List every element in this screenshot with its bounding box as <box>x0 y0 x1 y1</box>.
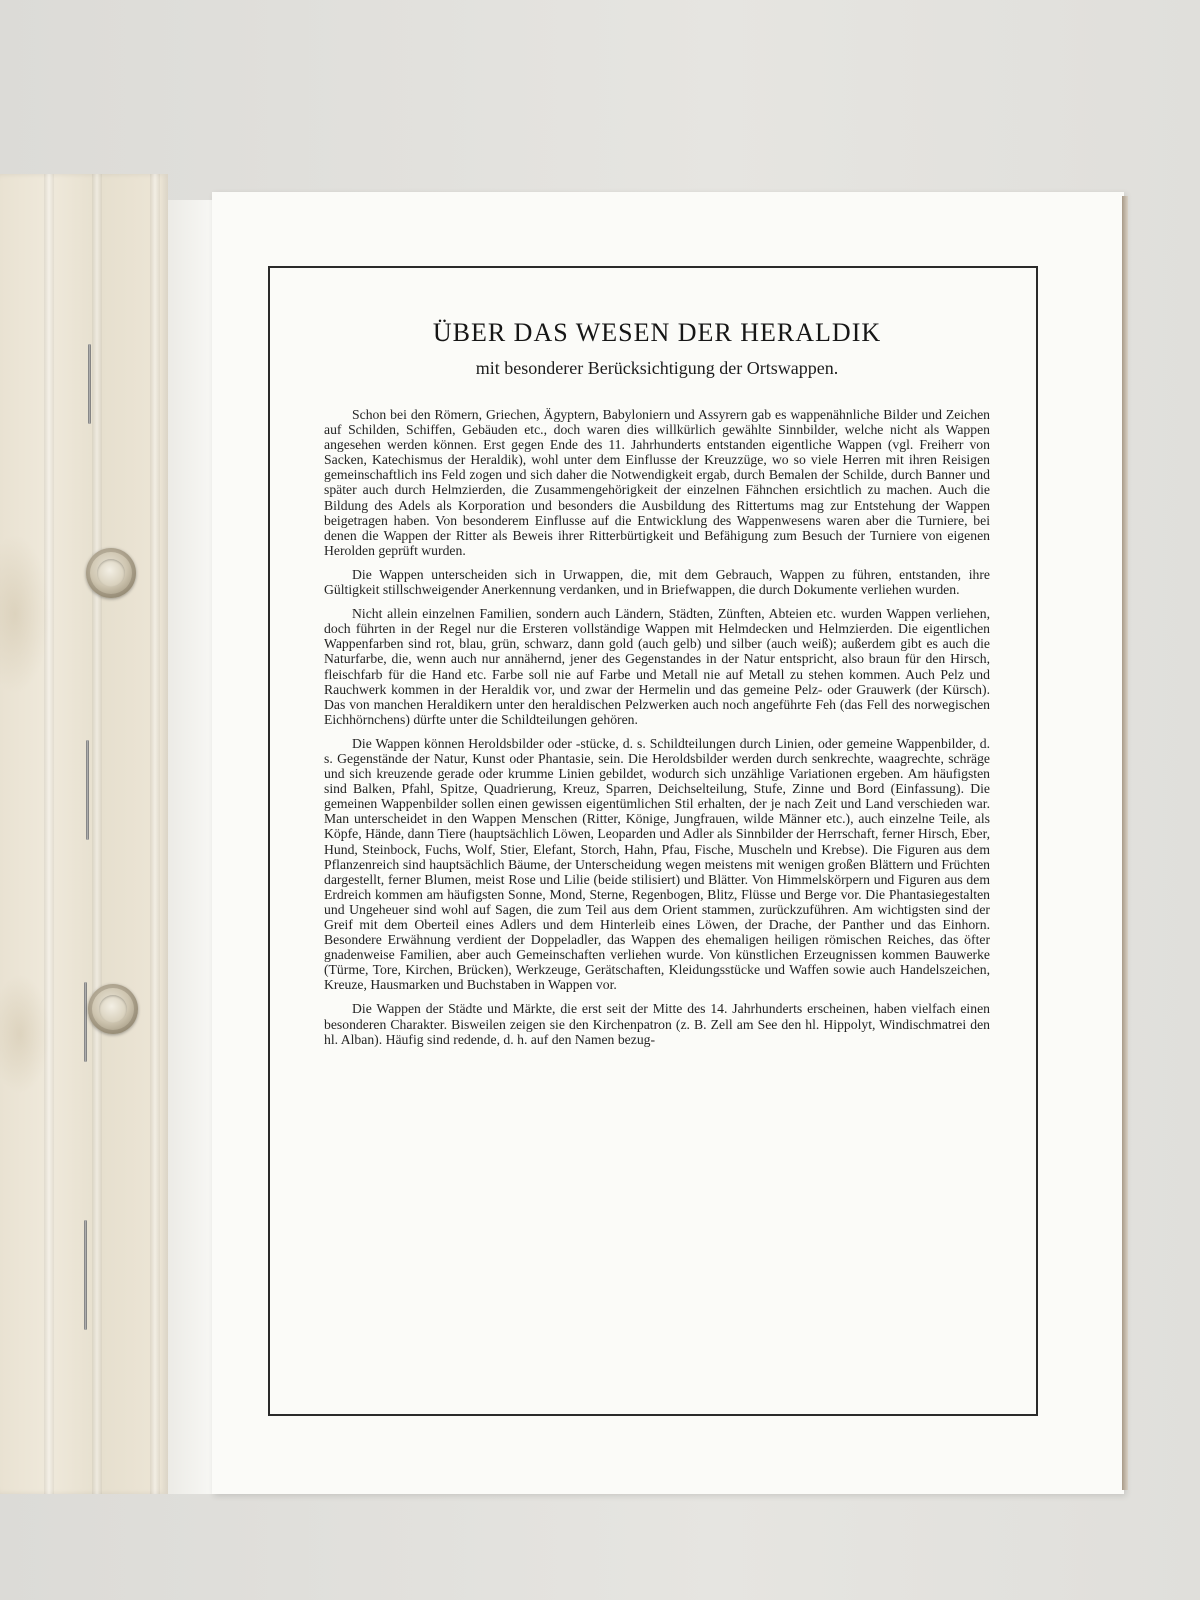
paragraph: Nicht allein einzelnen Familien, sondern auch Ländern, Städten, Zünften, Abteien etc. wurden Wappen verliehen, doch führten in der Regel nur die Ersteren vollständige Wappen mit Helmdecken und Helmzierden. Die eigentlichen Wappenfarben sind rot, blau, grün, schwarz, dann gold (auch gelb) und silber (auch weiß); außerdem gibt es auch die Naturfarbe, die, wenn auch nur annähernd, jener des Gegenstandes in der Natur entspricht, also braun für den Hirsch, fleischfarb für die Hand etc. Farbe soll nie auf Farbe und Metall nie auf Metall zu stehen kommen. Auch Pelz und Rauchwerk kommen in der Heraldik vor, und zwar der Hermelin und das gemeine Pelz- oder Grauwerk (der Kürsch). Das von manchen Heraldikern unter den heraldischen Pelzwerken auch noch angeführte Feh (das Fell des norwegischen Eichhörnchens) dürfte unter die Schildteilungen gehören. <box>324 606 990 727</box>
binding-rivet <box>86 548 136 598</box>
staple <box>84 1220 87 1330</box>
paragraph: Die Wappen unterscheiden sich in Urwappen, die, mit dem Gebrauch, Wappen zu führen, entstanden, ihre Gültigkeit stillschweigender Anerkennung verdanken, und in Briefwappen, die durch Dokumente verliehen wurden. <box>324 566 990 598</box>
document-subtitle: mit besonderer Berücksichtigung der Ortswappen. <box>475 358 839 378</box>
paper-stain <box>0 974 50 1094</box>
page-frame <box>268 266 1038 1416</box>
document-body <box>324 407 990 1047</box>
page-gutter <box>168 200 212 1494</box>
binding-fold <box>150 174 160 1494</box>
staple <box>88 344 91 424</box>
document-title: ÜBER DAS WESEN DER HERALDIK <box>432 318 882 347</box>
paper-stain <box>0 534 50 694</box>
staple <box>84 982 87 1062</box>
binding-fold <box>92 174 102 1494</box>
paragraph: Schon bei den Römern, Griechen, Ägyptern, Babyloniern und Assyrern gab es wappenähnliche Bilder und Zeichen auf Schilden, Schiffen, Gebäuden etc., doch waren dies willkürlich gewählte Sinnbilder, welche nicht als Wappen angesehen werden können. Erst gegen Ende des 11. Jahrhunderts entstanden eigentliche Wappen (vgl. Freiherr von Sacken, Katechismus der Heraldik), wohl unter dem Einflusse der Kreuzzüge, wo so viele Herren mit ihren Reisigen gemeinschaftlich ins Feld zogen und sich daher die Notwendigkeit ergab, durch Bemalen der Schilde, durch Banner und später auch durch Helmzierden, die Zusammengehörigkeit der einzelnen Fähnchen ersichtlich zu machen. Auch die Bildung des Adels als Korporation und besonders die Ausbildung des Rittertums mag zur Entstehung der Wappen beigetragen haben. Von besonderem Einflusse auf die Entwicklung des Wappenwesens waren aber die Turniere, bei denen die Wappen der Ritter als Beweis ihrer Ritterbürtigkeit und Befähigung zum Besuch der Turniere von eigenen Herolden geprüft wurden. <box>324 407 990 558</box>
page-edge <box>1122 196 1128 1490</box>
binding-fold <box>44 174 54 1494</box>
binding-rivet <box>88 984 138 1034</box>
paragraph: Die Wappen der Städte und Märkte, die erst seit der Mitte des 14. Jahrhunderts erscheinen, haben vielfach einen besonderen Charakter. Bisweilen zeigen sie den Kirchenpatron (z. B. Zell am See den hl. Hippolyt, Windischmatrei den hl. Alban). Häufig sind redende, d. h. auf den Namen bezug- <box>324 1001 990 1047</box>
book-binding <box>0 174 168 1494</box>
book-page <box>212 192 1124 1494</box>
staple <box>86 740 89 840</box>
paragraph: Die Wappen können Heroldsbilder oder -stücke, d. s. Schildteilungen durch Linien, oder gemeine Wappenbilder, d. s. Gegenstände der Natur, Kunst oder Phantasie, sein. Die Heroldsbilder werden durch senkrechte, waagrechte, schräge und sich kreuzende gerade oder krumme Linien gebildet, wodurch sich unzählige Variationen ergeben. Am häufigsten sind Balken, Pfahl, Spitze, Quadrierung, Kreuz, Sparren, Deichselteilung, Stufe, Zinne und Bord (Einfassung). Die gemeinen Wappenbilder sollen einen gewissen eigentümlichen Stil erhalten, der je nach Zeit und Land verschieden war. Man unterscheidet in den Wappen Menschen (Ritter, Könige, Jungfrauen, wilde Männer etc.), auch einzelne Teile, als Köpfe, Hände, dann Tiere (hauptsächlich Löwen, Leoparden und Adler als Sinnbilder der Herrschaft, ferner Hirsch, Eber, Hund, Steinbock, Fuchs, Wolf, Stier, Elefant, Storch, Hahn, Pfau, Fische, Muscheln und Krebse). Die Figuren aus dem Pflanzenreich sind hauptsächlich Bäume, der Unterscheidung wegen meistens mit wenigen großen Blättern und Früchten dargestellt, ferner Blumen, meist Rose und Lilie (beide stilisiert) und Blätter. Von Himmelskörpern und Figuren aus dem Erdreich kommen am häufigsten Sonne, Mond, Sterne, Regenbogen, Blitz, Flüsse und Berge vor. Die Phantasiegestalten und Ungeheuer sind wohl auf Sagen, die zum Teil aus dem Orient stammen, zurückzuführen. Am wichtigsten sind der Greif mit dem Oberteil eines Adlers und dem Hinterleib eines Löwen, der Drache, der Panther und das Einhorn. Besondere Erwähnung verdient der Doppeladler, das Wappen des ehemaligen heiligen römischen Reiches, das öfter gnadenweise Familien, aber auch Gemeinschaften verliehen wurde. Von künstlichen Erzeugnissen kommen Bauwerke (Türme, Tore, Kirchen, Brücken), Werkzeuge, Gerätschaften, Kleidungsstücke und Waffen sowie auch Handelszeichen, Kreuze, Hausmarken und Buchstaben in Wappen vor. <box>324 735 990 993</box>
